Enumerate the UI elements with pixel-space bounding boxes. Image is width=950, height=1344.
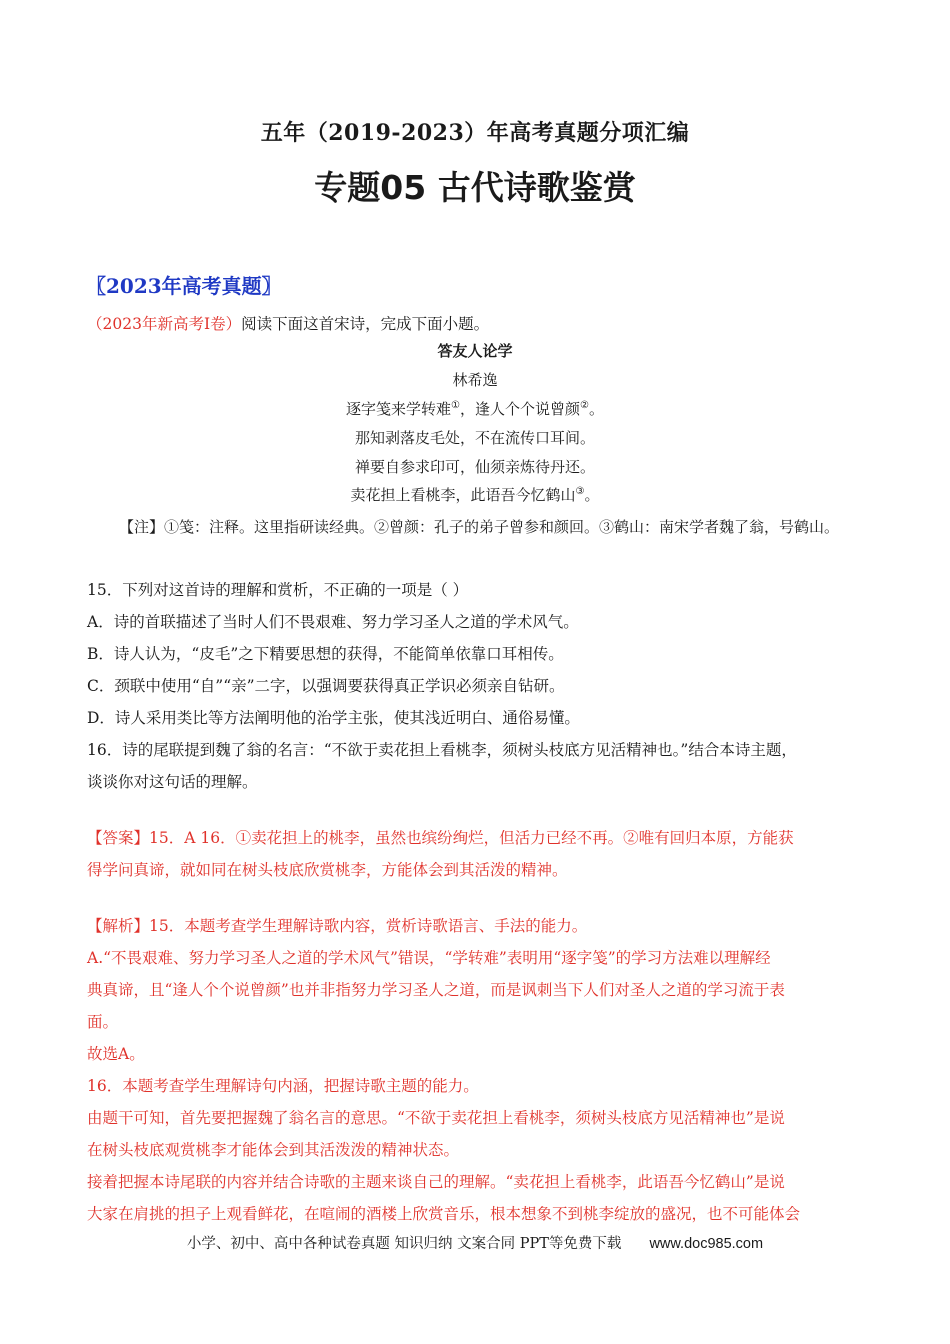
intro-text: 阅读下面这首宋诗，完成下面小题。	[241, 315, 490, 333]
option-c: C．颈联中使用“自”“亲”二字，以强调要获得真正学识必须亲自钻研。	[87, 677, 565, 695]
analysis-line-4: 面。	[87, 1013, 119, 1031]
analysis-line-5: 故选A。	[87, 1045, 145, 1063]
question-15: 15．下列对这首诗的理解和赏析，不正确的一项是（ ）	[87, 581, 469, 599]
document-subtitle: 五年（2019-2023）年高考真题分项汇编	[260, 120, 690, 146]
analysis-line-9: 接着把握本诗尾联的内容并结合诗歌的主题来谈自己的理解。“卖花担上看桃李，此语吾今忆鹤山”是说	[87, 1173, 785, 1191]
question-16-line-1: 16．诗的尾联提到魏了翁的名言：“不欲于卖花担上看桃李，须树头枝底方见活精神也。”结合本诗主题，	[87, 741, 797, 759]
answer-line-1: 【答案】15．A 16．①卖花担上的桃李，虽然也缤纷绚烂，但活力已经不再。②唯有回归本原，方能获	[87, 829, 794, 847]
intro-paragraph	[87, 308, 867, 340]
poem-author: 林希逸	[452, 371, 498, 389]
option-d: D．诗人采用类比等方法阐明他的治学主张，使其浅近明白、通俗易懂。	[87, 709, 580, 727]
analysis-line-1: 【解析】15．本题考查学生理解诗歌内容，赏析诗歌语言、手法的能力。	[87, 917, 588, 935]
analysis-line-8: 在树头枝底观赏桃李才能体会到其活泼泼的精神状态。	[87, 1141, 460, 1159]
section-title: 〖2023年高考真题〗	[86, 274, 282, 298]
footnote-mark: ①	[451, 400, 460, 411]
poem-title: 答友人论学	[437, 342, 513, 360]
analysis-line-3: 典真谛，且“逢人个个说曾颜”也并非指努力学习圣人之道，而是讽刺当下人们对圣人之道的学习流于表	[87, 981, 785, 999]
page-footer	[0, 1232, 950, 1253]
poem-line-1: 逐字笺来学转难①，逢人个个说曾颜②。	[346, 400, 604, 418]
analysis-line-2: A.“不畏艰难、努力学习圣人之道的学术风气”错误，“学转难”表明用“逐字笺”的学习方法难以理解经	[87, 949, 771, 967]
option-a: A．诗的首联描述了当时人们不畏艰难、努力学习圣人之道的学术风气。	[87, 613, 579, 631]
poem-note: 【注】①笺：注释。这里指研读经典。②曾颜：孔子的弟子曾参和颜回。③鹤山：南宋学者魏了翁，号鹤山。	[119, 518, 840, 536]
document-title: 专题05 古代诗歌鉴赏	[314, 168, 636, 207]
option-b: B．诗人认为，“皮毛”之下精要思想的获得，不能简单依靠口耳相传。	[87, 645, 564, 663]
answer-line-2: 得学问真谛，就如同在树头枝底欣赏桃李，方能体会到其活泼的精神。	[87, 861, 568, 879]
poem-line-4: 卖花担上看桃李，此语吾今忆鹤山③。	[350, 486, 600, 504]
footnote-mark: ③	[575, 486, 585, 497]
poem-line-3: 禅要自参求印可，仙须亲炼待丹还。	[354, 458, 595, 476]
footer-text: 小学、初中、高中各种试卷真题 知识归纳 文案合同 PPT等免费下载	[186, 1236, 622, 1252]
footer-link[interactable]: www.doc985.com	[649, 1236, 764, 1252]
analysis-line-7: 由题干可知，首先要把握魏了翁名言的意思。“不欲于卖花担上看桃李，须树头枝底方见活精神也”是说	[87, 1109, 785, 1127]
intro-source: （2023年新高考Ⅰ卷）	[87, 315, 242, 333]
footnote-mark: ②	[580, 400, 589, 411]
poem-line-2: 那知剥落皮毛处，不在流传口耳间。	[354, 429, 595, 447]
question-16-line-2: 谈谈你对这句话的理解。	[87, 773, 258, 791]
analysis-line-10: 大家在肩挑的担子上观看鲜花，在喧闹的酒楼上欣赏音乐，根本想象不到桃李绽放的盛况，也不可能体会	[87, 1205, 801, 1223]
analysis-line-6: 16．本题考查学生理解诗句内涵，把握诗歌主题的能力。	[87, 1077, 479, 1095]
